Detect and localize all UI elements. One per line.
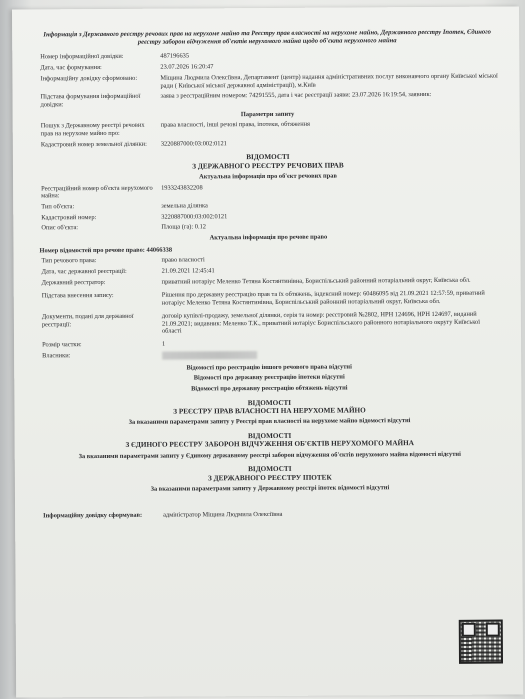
object-subtitle: Актуальна інформація про об'єкт речових прав [199, 172, 337, 181]
drrp-title-line2: З ДЕРЖАВНОГО РЕЄСТРУ РЕЧОВИХ ПРАВ [192, 161, 344, 171]
drrp-title [37, 152, 499, 171]
right-row [38, 276, 500, 287]
right-value: 21.09.2021 12:45:41 [161, 267, 215, 275]
object-label: Опис об'єкта: [41, 224, 79, 232]
object-row [37, 222, 499, 233]
notes [38, 362, 500, 394]
object-row [37, 182, 499, 200]
params-row [37, 138, 499, 149]
info-label: Дата, час формування: [40, 64, 102, 72]
info-value: 487196635 [160, 52, 190, 61]
ezv-title-line1: ВІДОМОСТІ [247, 431, 292, 441]
info-label: Інформаційну довідку сформовано: [40, 74, 138, 83]
dri-title-line2: З ДЕРЖАВНОГО РЕЄСТРУ ІПОТЕК [208, 473, 332, 482]
dri-text: За вказаними параметрами запиту у Державному реєстрі іпотек відомості відсутні [150, 484, 390, 493]
right-row [38, 338, 500, 349]
document-header: Інформація з Державного реєстру речових прав на нерухоме майно та Реєстру прав власності на нерухоме майно, Державного реєстру Іпотек, Єдиного реєстру заборон відчуження об'єктів нерухомого майна щодо об'єкта нерухомого майна [43, 28, 491, 47]
params-label: Пошук з Державному реєстрі речових прав на нерухоме майно про: [40, 122, 145, 138]
rpv-title-line2: З РЕЄСТРУ ПРАВ ВЛАСНОСТІ НА НЕРУХОМЕ МАЙНО [173, 406, 366, 416]
params-value: 3220887000:03:002:0121 [160, 139, 227, 148]
info-row [36, 72, 498, 90]
params-label: Кадастровий номер земельної ділянки: [40, 140, 147, 149]
right-subtitle: Актуальна інформація про речове право [209, 233, 328, 242]
dri-title [39, 464, 501, 483]
info-block [36, 51, 498, 109]
right-label: Дата, час державної реєстрації: [41, 267, 127, 276]
params-title: Параметри запиту [240, 110, 295, 118]
ezv-title [39, 431, 501, 450]
note-line: Відомості про державну реєстрацію обтяжень відсутні [191, 384, 348, 393]
info-value: Міщина Людмила Олексіївна, Департамент (центр) надання адміністративних послуг виконавчого органу Київської міської ради ( Київської міської державної адміністрації), м.Київ [160, 72, 498, 90]
signature-value: адміністратор Міщина Людмила Олексіївна [163, 510, 283, 519]
right-value: право власності [161, 256, 205, 265]
right-number: Номер відомостей про речове право: 44066338 [39, 246, 173, 255]
qr-code [459, 620, 503, 664]
object-value: 3220887000:03:002:0121 [161, 212, 228, 221]
right-value: Рішення про державну реєстрацію прав та їх обтяжень, індексний номер: 60486095 від 21.09.2021 12:57:59, приватний нотаріус Меленко Тетяна Костянтинівна, Бориспільський районний нотаріальний округ, Київська обл. [161, 290, 485, 307]
right-label: Державний реєстратор: [41, 278, 106, 287]
rpv-title [38, 397, 500, 416]
right-value: договір купівлі-продажу, земельної ділянки, серія та номер: реєстровий №2802, НРН 124696, НРН 124697, виданий 21.09.2021; видавник: Меленко Т.К., приватний нотаріус Бориспільського районного нотаріального округу Київської області [161, 310, 481, 335]
rpv-title-line1: ВІДОМОСТІ [247, 398, 292, 407]
params-value: права власності, інші речові права, іпотеки, обтяження [160, 121, 310, 129]
info-row [36, 62, 498, 73]
right-label: Власники: [42, 351, 71, 359]
note-line: Відомості про реєстрацію іншого речового права відсутні [186, 363, 352, 372]
right-row [38, 310, 500, 336]
info-row [37, 91, 499, 109]
signature-row [39, 509, 501, 520]
right-label: Підстава внесення запису: [41, 292, 114, 300]
right-value: 1 [162, 340, 166, 348]
right-row [38, 266, 500, 277]
object-value: 1933243832208 [161, 183, 203, 192]
object-row [37, 201, 499, 212]
drrp-title-line1: ВІДОМОСТІ [246, 153, 290, 162]
right-value: приватний нотаріус Меленко Тетяна Костянтинівна, Бориспільський районний нотаріальний округ, Київська обл. [161, 276, 471, 286]
right-label: Документи, подані для державної реєстрації: [41, 312, 134, 328]
info-value: 23.07.2026 16:20:47 [160, 63, 214, 71]
info-label: Номер інформаційної довідки: [40, 53, 124, 61]
document-content [36, 29, 501, 520]
owners-value [158, 349, 500, 359]
right-label: Розмір частки: [42, 341, 82, 349]
dri-title-line1: ВІДОМОСТІ [248, 465, 292, 474]
info-row [36, 51, 498, 62]
ezv-title-line2: З ЄДИНОГО РЕЄСТРУ ЗАБОРОН ВІДЧУЖЕННЯ ОБ'ЄКТІВ НЕРУХОМОГО МАЙНА [125, 439, 414, 450]
right-label: Тип речового права: [41, 257, 97, 265]
right-row [38, 349, 500, 360]
rpv-text: За вказаними параметрами запиту у Реєстрі прав власності на нерухоме майно відомості відсутні [128, 417, 411, 427]
redacted-owner [162, 351, 257, 360]
object-value: Площа (га): 0.12 [161, 223, 206, 231]
object-label: Реєстраційний номер об'єкта нерухомого майна: [41, 184, 153, 200]
object-label: Кадастровий номер: [41, 213, 97, 222]
info-label: Підстава формування інформаційної довідки: [40, 92, 141, 109]
ezv-text: За вказаними параметрами запиту у Єдиному державному реєстрі заборон відчуження об'єктів нерухомого майна відомості відсутні [78, 450, 461, 460]
document-page [12, 6, 523, 697]
note-line: Відомості про державну реєстрацію іпотеки відсутні [193, 373, 345, 382]
object-row [37, 211, 499, 222]
info-value: заява з реєстраційним номером: 74291555, дата і час реєстрації заяви: 23.07.2026 16:19:54, заявник: [160, 91, 432, 100]
object-value: земельна ділянка [161, 202, 208, 210]
right-row [38, 255, 500, 266]
signature-label: Інформаційну довідку сформував: [43, 511, 143, 519]
right-row [38, 290, 500, 308]
params-row [37, 120, 499, 138]
object-label: Тип об'єкта: [41, 203, 75, 211]
